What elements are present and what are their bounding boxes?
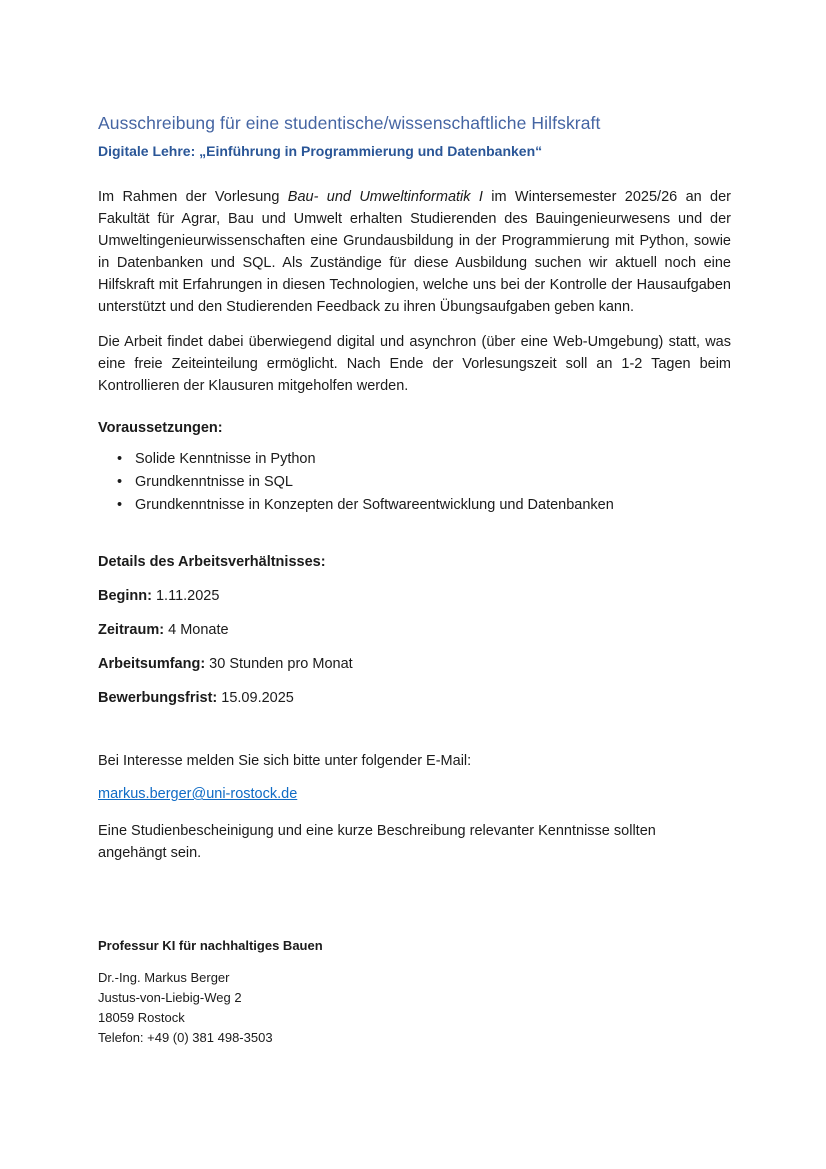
- signature-contact: [98, 968, 731, 1048]
- detail-label: Arbeitsumfang:: [98, 656, 206, 672]
- contact-prompt: Bei Interesse melden Sie sich bitte unter folgender E-Mail:: [98, 753, 472, 769]
- signature-street: Justus-von-Liebig-Weg 2: [98, 990, 242, 1005]
- detail-label: Beginn:: [98, 588, 152, 604]
- detail-row-deadline: [98, 687, 731, 709]
- requirements-heading: Voraussetzungen:: [98, 420, 223, 436]
- list-item: • Grundkenntnisse in SQL: [135, 471, 731, 494]
- detail-label: Bewerbungsfrist:: [98, 690, 218, 706]
- signature-block: [98, 936, 731, 1048]
- email-link[interactable]: markus.berger@uni-rostock.de: [98, 786, 298, 802]
- detail-value: 4 Monate: [164, 622, 229, 638]
- signature-phone: Telefon: +49 (0) 381 498-3503: [98, 1030, 273, 1045]
- detail-value: 1.11.2025: [151, 588, 220, 604]
- list-item: • Grundkenntnisse in Konzepten der Softwareentwicklung und Datenbanken: [135, 494, 731, 517]
- detail-row-duration: [98, 619, 731, 641]
- list-item: • Solide Kenntnisse in Python: [135, 448, 731, 471]
- signature-department: Professur KI für nachhaltiges Bauen: [98, 938, 323, 953]
- signature-name: Dr.-Ing. Markus Berger: [98, 970, 230, 985]
- detail-label: Zeitraum:: [98, 622, 165, 638]
- document-title: Ausschreibung für eine studentische/wissenschaftliche Hilfskraft: [98, 113, 601, 133]
- details-heading: Details des Arbeitsverhältnisses:: [98, 554, 326, 570]
- requirements-list: [98, 448, 731, 517]
- signature-city: 18059 Rostock: [98, 1010, 185, 1025]
- work-mode-paragraph: Die Arbeit findet dabei überwiegend digital und asynchron (über eine Web-Umgebung) statt, was eine freie Zeiteinteilung ermöglicht. Nach Ende der Vorlesungszeit soll an 1-2 Tagen beim Kontrollieren der Klausuren mitgeholfen werden.: [98, 334, 731, 394]
- attachment-note: Eine Studienbescheinigung und eine kurze Beschreibung relevanter Kenntnisse sollten angehängt sein.: [98, 823, 656, 861]
- course-name-italic: Bau- und Umweltinformatik I: [287, 189, 483, 205]
- detail-row-workload: [98, 653, 731, 675]
- intro-text-pre: Im Rahmen der Vorlesung: [98, 189, 288, 205]
- detail-value: 15.09.2025: [217, 690, 294, 706]
- detail-value: 30 Stunden pro Monat: [205, 656, 353, 672]
- email-line: [98, 783, 731, 805]
- intro-text-post: im Wintersemester 2025/26 an der Fakultät für Agrar, Bau und Umwelt erhalten Studierenden des Bauingenieurwesens und der Umweltingenieurwissenschaften eine Grundausbildung in der Programmierung mit Python, sowie in Datenbanken und SQL. Als Zuständige für diese Ausbildung suchen wir aktuell noch eine Hilfskraft mit Erfahrungen in diesen Technologien, welche uns bei der Kontrolle der Hausaufgaben unterstützt und den Studierenden Feedback zu ihren Übungsaufgaben geben kann.: [98, 189, 732, 315]
- document-subtitle: Digitale Lehre: „Einführung in Programmierung und Datenbanken“: [98, 143, 543, 159]
- detail-row-begin: [98, 585, 731, 607]
- intro-paragraph: [98, 186, 731, 318]
